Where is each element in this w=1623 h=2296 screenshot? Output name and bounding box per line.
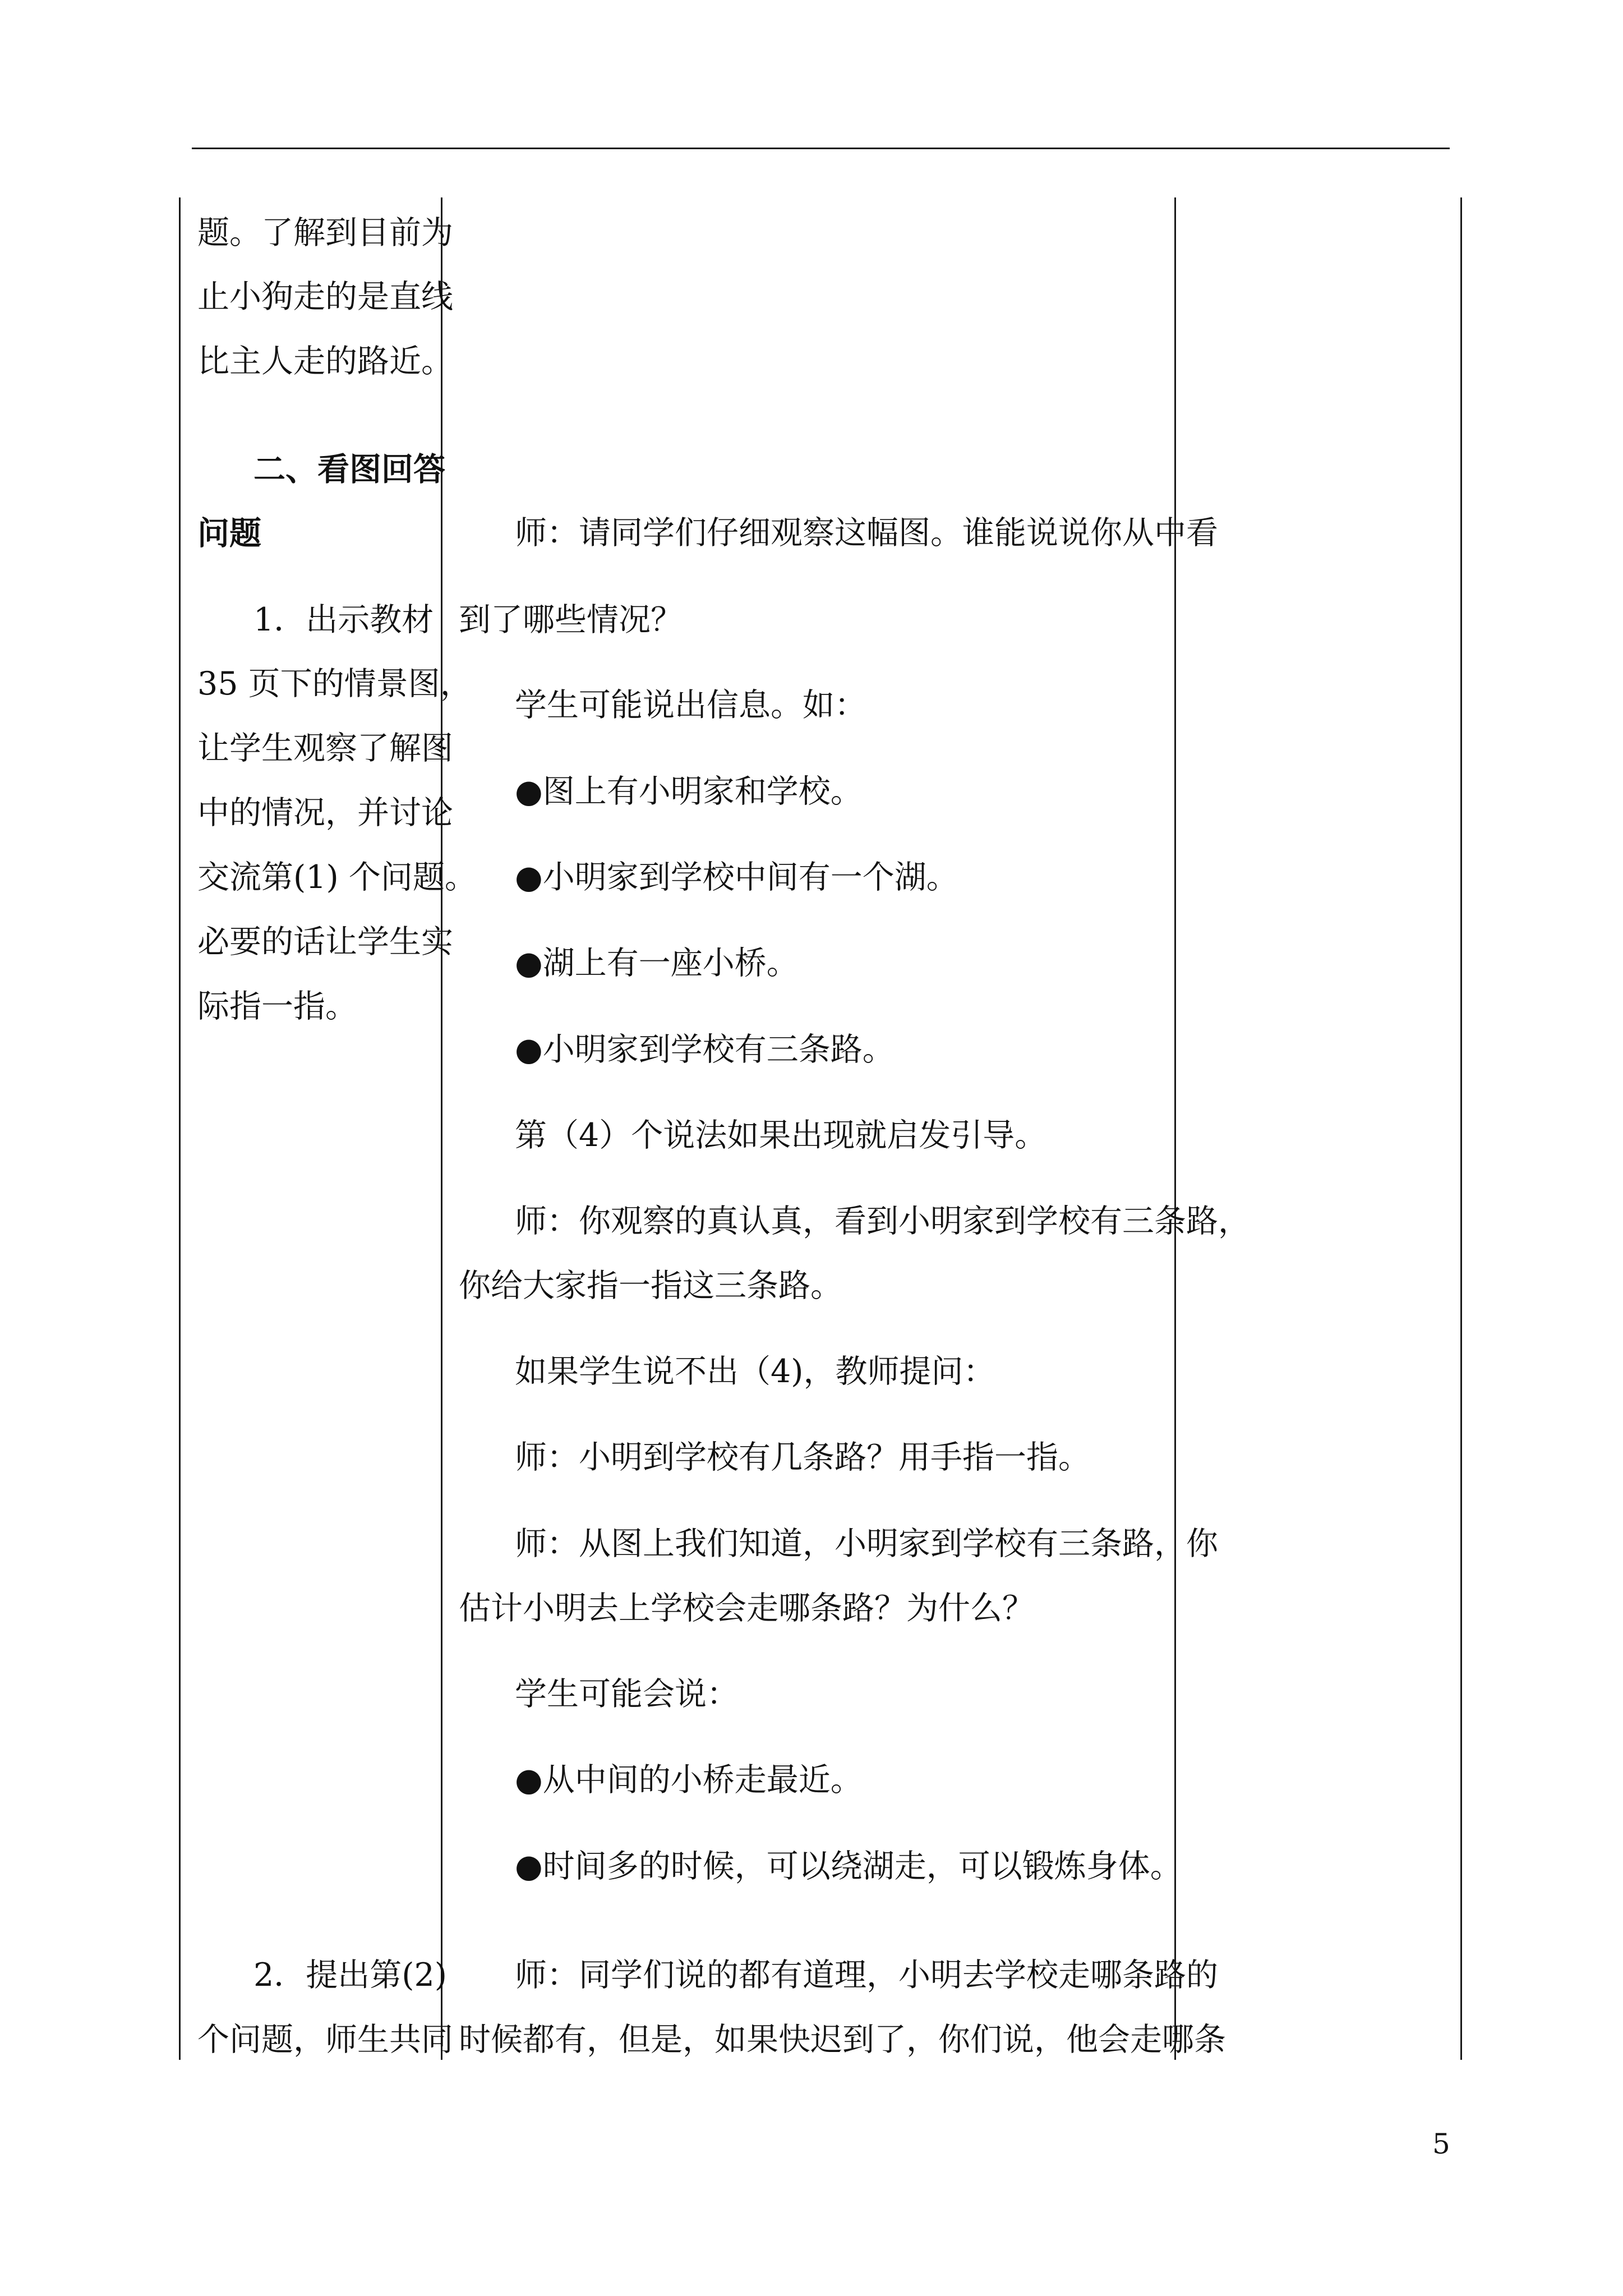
dialogue-line: 第（4）个说法如果出现就启发引导。 <box>515 1117 1047 1154</box>
left-line: 让学生观察了解图 <box>197 730 453 767</box>
left-line: 必要的话让学生实 <box>197 923 453 960</box>
dialogue-line: 师：请同学们仔细观察这幅图。谁能说说你从中看 <box>515 514 1218 551</box>
dialogue-line: 到了哪些情况？ <box>459 601 683 638</box>
bullet-item: ●湖上有一座小桥。 <box>515 945 799 982</box>
left-line: 1．出示教材 <box>253 601 434 638</box>
bullet-item: ●从中间的小桥走最近。 <box>515 1761 863 1798</box>
bullet-item: ●时间多的时候，可以绕湖走，可以锻炼身体。 <box>515 1848 1182 1885</box>
left-line: 个问题，师生共同 <box>197 2021 453 2058</box>
left-line: 交流第(1) 个问题。 <box>197 859 477 896</box>
dialogue-line: 估计小明去上学校会走哪条路？为什么？ <box>459 1590 1034 1627</box>
dialogue-line: 如果学生说不出（4)，教师提问： <box>515 1353 995 1390</box>
left-line: 止小狗走的是直线 <box>197 278 453 315</box>
dialogue-line: 师：你观察的真认真，看到小明家到学校有三条路， <box>515 1203 1250 1240</box>
page-number: 5 <box>1432 2128 1450 2160</box>
table-border-right <box>1460 197 1462 2060</box>
left-line: 35 页下的情景图， <box>197 665 472 702</box>
left-line: 比主人走的路近。 <box>197 343 453 380</box>
left-line: 中的情况，并讨论 <box>197 794 453 831</box>
left-line: 际指一指。 <box>197 988 357 1025</box>
dialogue-line: 学生可能说出信息。如： <box>515 687 866 724</box>
header-rule <box>192 148 1450 149</box>
dialogue-line: 学生可能会说： <box>515 1676 739 1713</box>
section-heading: 二、看图回答 <box>253 450 445 488</box>
section-heading-cont: 问题 <box>197 514 261 552</box>
dialogue-line: 师：从图上我们知道，小明家到学校有三条路，你 <box>515 1525 1218 1562</box>
left-line: 2．提出第(2) <box>253 1957 448 1994</box>
dialogue-line: 你给大家指一指这三条路。 <box>459 1267 842 1304</box>
bullet-item: ●小明家到学校中间有一个湖。 <box>515 859 958 896</box>
table-divider-2 <box>1174 197 1176 2060</box>
left-line: 题。了解到目前为 <box>197 214 453 251</box>
table-border-left <box>179 197 181 2060</box>
bullet-item: ●小明家到学校有三条路。 <box>515 1031 895 1068</box>
dialogue-line: 时候都有，但是，如果快迟到了，你们说，他会走哪条 <box>459 2021 1226 2058</box>
bullet-item: ●图上有小明家和学校。 <box>515 773 863 810</box>
dialogue-line: 师：同学们说的都有道理，小明去学校走哪条路的 <box>515 1957 1218 1994</box>
dialogue-line: 师：小明到学校有几条路？用手指一指。 <box>515 1439 1090 1476</box>
